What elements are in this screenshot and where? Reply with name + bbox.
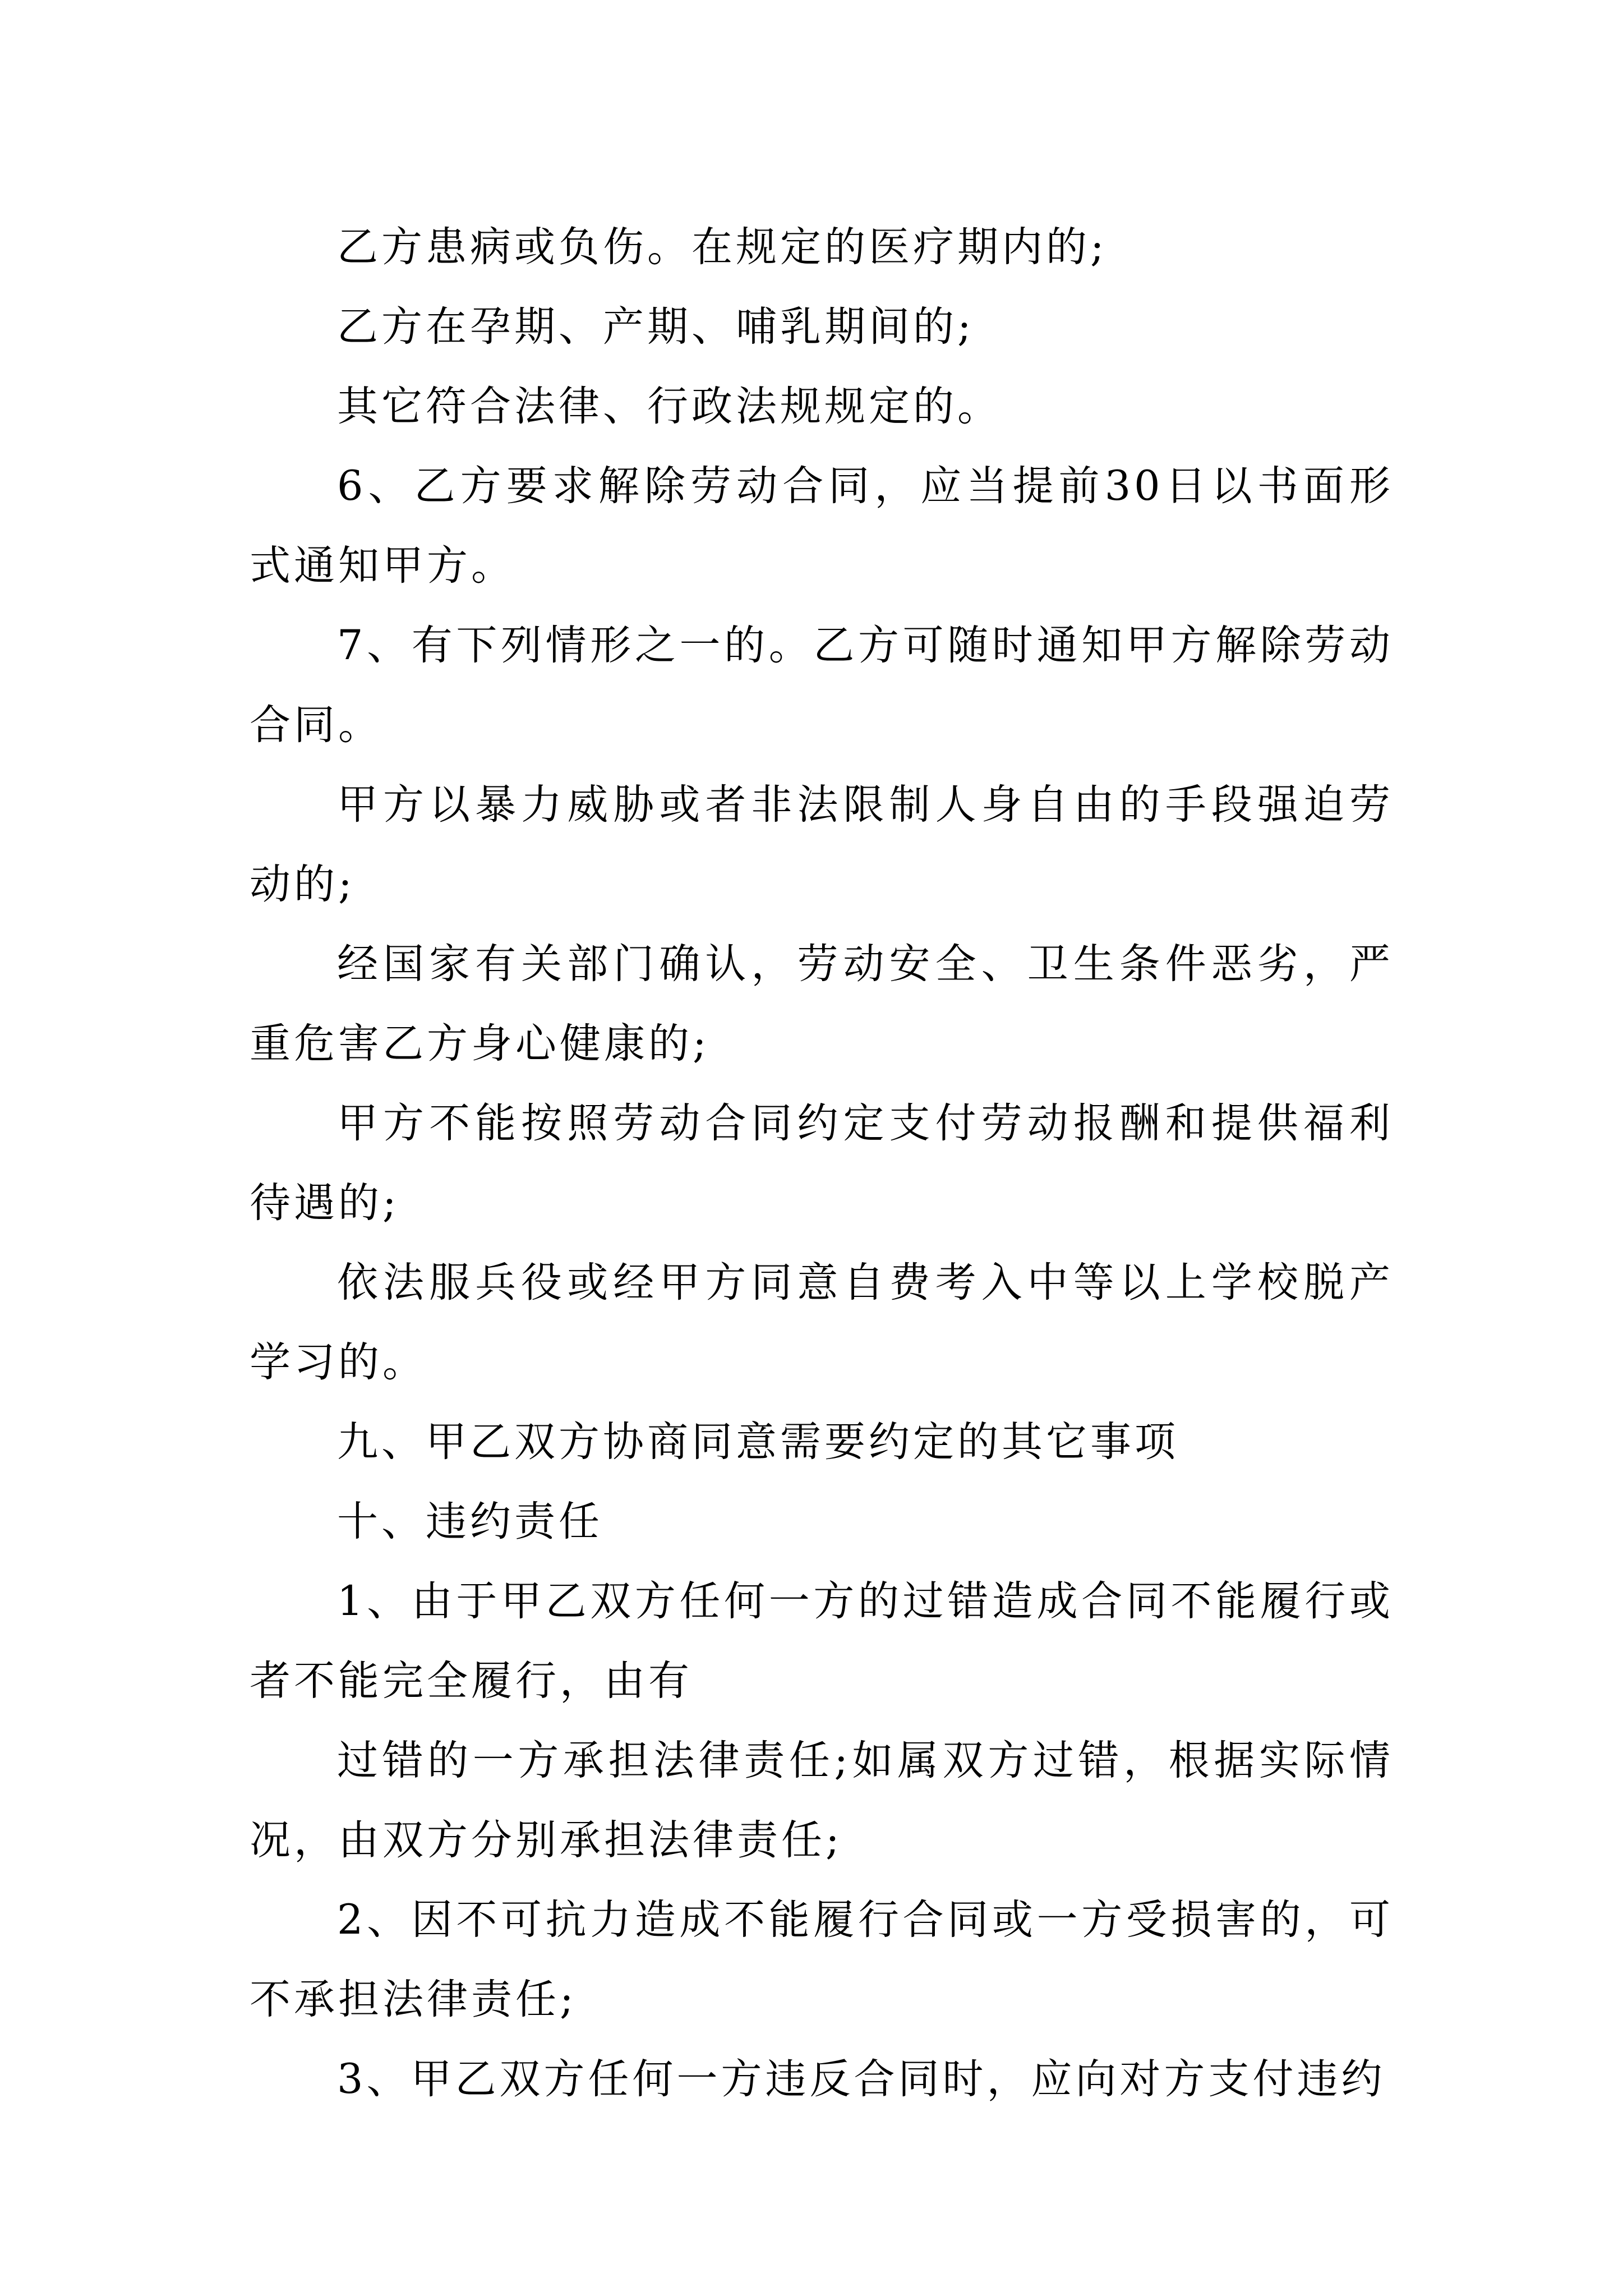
paragraph: 甲方不能按照劳动合同约定支付劳动报酬和提供福利待遇的; <box>250 1099 1394 1227</box>
paragraph: 3、甲乙双方任何一方违反合同时，应向对方支付违约 <box>337 2055 1386 2103</box>
paragraph: 2、因不可抗力造成不能履行合同或一方受损害的，可不承担法律责任; <box>250 1896 1394 2023</box>
section-heading: 九、甲乙双方协商同意需要约定的其它事项 <box>337 1418 1179 1466</box>
paragraph: 经国家有关部门确认，劳动安全、卫生条件恶劣，严重危害乙方身心健康的; <box>250 940 1394 1068</box>
paragraph: 过错的一方承担法律责任;如属双方过错，根据实际情况，由双方分别承担法律责任; <box>250 1737 1394 1864</box>
paragraph: 其它符合法律、行政法规规定的。 <box>337 383 1002 430</box>
paragraph: 6、乙方要求解除劳动合同，应当提前30日以书面形式通知甲方。 <box>250 462 1394 590</box>
paragraph: 甲方以暴力威胁或者非法限制人身自由的手段强迫劳动的; <box>250 781 1394 908</box>
section-heading: 十、违约责任 <box>337 1498 603 1545</box>
paragraph: 乙方在孕期、产期、哺乳期间的; <box>337 303 975 351</box>
document-body <box>250 208 1394 2119</box>
paragraph: 依法服兵役或经甲方同意自费考入中等以上学校脱产学习的。 <box>250 1259 1394 1386</box>
paragraph: 7、有下列情形之一的。乙方可随时通知甲方解除劳动合同。 <box>250 622 1394 749</box>
paragraph: 1、由于甲乙双方任何一方的过错造成合同不能履行或者不能完全履行，由有 <box>250 1577 1394 1705</box>
paragraph: 乙方患病或负伤。在规定的医疗期内的; <box>337 223 1108 271</box>
